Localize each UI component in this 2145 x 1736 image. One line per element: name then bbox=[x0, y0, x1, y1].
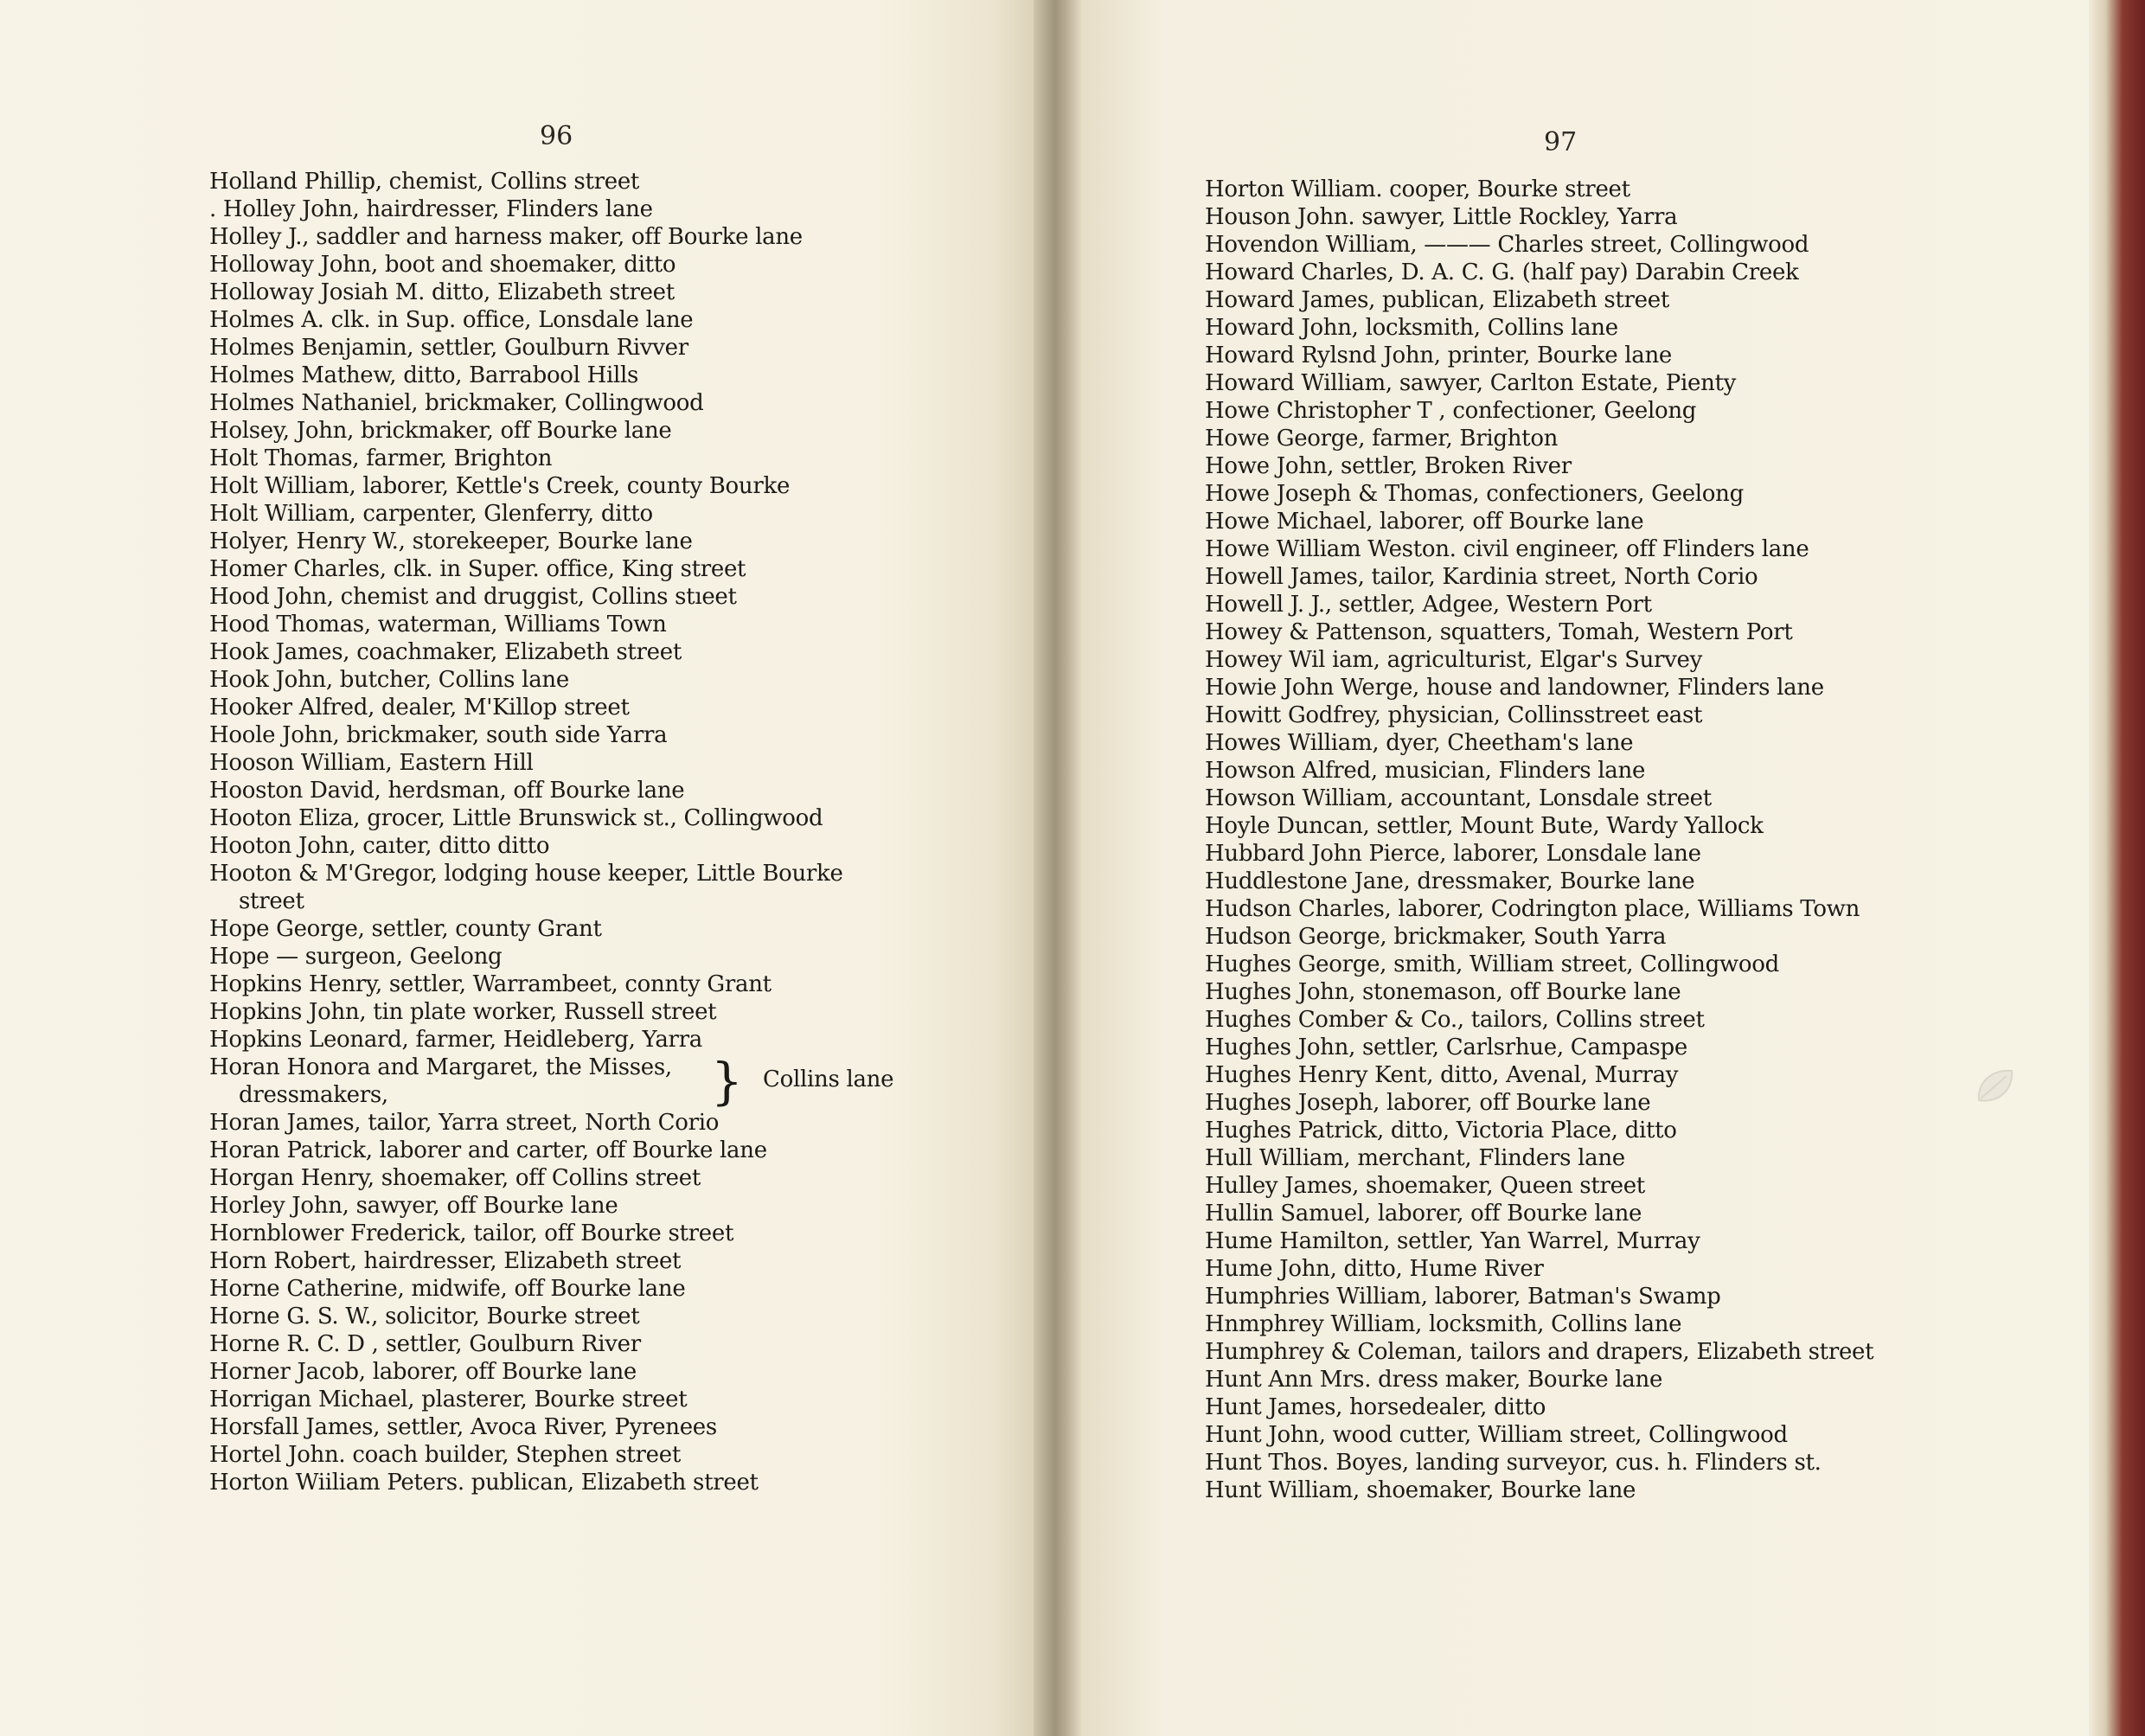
directory-entry: Howe Joseph & Thomas, confectioners, Geelong bbox=[1205, 481, 1744, 507]
directory-entry: Howe George, farmer, Brighton bbox=[1205, 426, 1559, 452]
directory-entry: Hubbard John Pierce, laborer, Lonsdale lane bbox=[1205, 841, 1701, 867]
directory-entry: Hulley James, shoemaker, Queen street bbox=[1205, 1173, 1645, 1199]
directory-entry: street bbox=[239, 888, 304, 914]
directory-entry: Holloway John, boot and shoemaker, ditto bbox=[209, 252, 676, 278]
directory-entry: Hull William, merchant, Flinders lane bbox=[1205, 1145, 1625, 1171]
directory-entry: Hughes Henry Kent, ditto, Avenal, Murray bbox=[1205, 1062, 1679, 1088]
directory-entry: Homer Charles, clk. in Super. office, King street bbox=[209, 556, 746, 582]
directory-entry: Hook John, butcher, Collins lane bbox=[209, 667, 569, 693]
directory-entry: Hume John, ditto, Hume River bbox=[1205, 1256, 1544, 1282]
directory-entry: Howe Christopher T , confectioner, Geelong bbox=[1205, 398, 1697, 424]
directory-entry: Howard Rylsnd John, printer, Bourke lane bbox=[1205, 343, 1672, 368]
directory-entry: Howey & Pattenson, squatters, Tomah, Western Port bbox=[1205, 619, 1793, 645]
directory-entry: Holmes Benjamin, settler, Goulburn Rivver bbox=[209, 335, 688, 361]
directory-entry: Hooker Alfred, dealer, M'Killop street bbox=[209, 695, 630, 721]
directory-entry: Hovendon William, ——— Charles street, Collingwood bbox=[1205, 232, 1809, 258]
directory-entry: Hortel John. coach builder, Stephen street bbox=[209, 1442, 681, 1468]
directory-entry: Howard John, locksmith, Collins lane bbox=[1205, 315, 1618, 341]
directory-entry: Holyer, Henry W., storekeeper, Bourke lane bbox=[209, 528, 693, 554]
directory-entry: Hooston David, herdsman, off Bourke lane bbox=[209, 778, 685, 804]
directory-entry: Hunt William, shoemaker, Bourke lane bbox=[1205, 1477, 1636, 1503]
directory-entry: Hughes John, settler, Carlsrhue, Campaspe bbox=[1205, 1035, 1687, 1060]
directory-entry: Howey Wil iam, agriculturist, Elgar's Survey bbox=[1205, 647, 1703, 673]
left-page bbox=[0, 0, 1034, 1736]
directory-entry: Howell James, tailor, Kardinia street, North Corio bbox=[1205, 564, 1758, 590]
directory-entry: Horsfall James, settler, Avoca River, Pyrenees bbox=[209, 1414, 717, 1440]
directory-entry: Horrigan Michael, plasterer, Bourke street bbox=[209, 1387, 688, 1413]
directory-entry: Hunt James, horsedealer, ditto bbox=[1205, 1394, 1546, 1420]
directory-entry: Hood Thomas, waterman, Williams Town bbox=[209, 612, 667, 637]
directory-entry: Hunt Ann Mrs. dress maker, Bourke lane bbox=[1205, 1367, 1663, 1393]
directory-entry: Hughes Patrick, ditto, Victoria Place, ditto bbox=[1205, 1118, 1677, 1143]
directory-entry: Hooson William, Eastern Hill bbox=[209, 750, 534, 776]
directory-entry: Howe John, settler, Broken River bbox=[1205, 453, 1572, 479]
book-gutter bbox=[1034, 0, 1081, 1736]
directory-entry: Hopkins Henry, settler, Warrambeet, connty Grant bbox=[209, 971, 772, 997]
bracket-entry-line: dressmakers, bbox=[239, 1082, 388, 1108]
directory-entry: Houson John. sawyer, Little Rockley, Yarra bbox=[1205, 204, 1678, 230]
directory-entry: Howard William, sawyer, Carlton Estate, Pienty bbox=[1205, 370, 1737, 396]
directory-entry: Horan Patrick, laborer and carter, off Bourke lane bbox=[209, 1137, 767, 1163]
directory-entry: Holley J., saddler and harness maker, off Bourke lane bbox=[209, 224, 803, 250]
watermark-leaf-icon bbox=[1974, 1066, 2017, 1107]
directory-entry: Hoole John, brickmaker, south side Yarra bbox=[209, 722, 668, 748]
book-cover-edge bbox=[2089, 0, 2145, 1736]
directory-entry: Hoyle Duncan, settler, Mount Bute, Wardy Yallock bbox=[1205, 813, 1764, 839]
directory-entry: Holt William, carpenter, Glenferry, ditto bbox=[209, 501, 653, 527]
directory-entry: Hnmphrey William, locksmith, Collins lane bbox=[1205, 1311, 1682, 1337]
directory-entry: Holt Thomas, farmer, Brighton bbox=[209, 445, 553, 471]
directory-entry: Hullin Samuel, laborer, off Bourke lane bbox=[1205, 1201, 1642, 1227]
directory-entry: Hudson George, brickmaker, South Yarra bbox=[1205, 924, 1667, 950]
directory-entry: Horne Catherine, midwife, off Bourke lane bbox=[209, 1276, 686, 1302]
directory-entry: Horton William. cooper, Bourke street bbox=[1205, 176, 1630, 202]
directory-entry: Horne G. S. W., solicitor, Bourke street bbox=[209, 1304, 640, 1329]
directory-entry: Hooton John, caıter, ditto ditto bbox=[209, 833, 550, 859]
directory-entry: Horton Wiiliam Peters. publican, Elizabeth street bbox=[209, 1470, 759, 1496]
directory-entry: Horley John, sawyer, off Bourke lane bbox=[209, 1193, 618, 1219]
directory-entry: Holmes A. clk. in Sup. office, Lonsdale lane bbox=[209, 307, 694, 333]
directory-entry: Howe Michael, laborer, off Bourke lane bbox=[1205, 509, 1644, 535]
directory-entry: Hook James, coachmaker, Elizabeth street bbox=[209, 639, 682, 665]
directory-entry: Hunt Thos. Boyes, landing surveyor, cus. h. Flinders st. bbox=[1205, 1450, 1822, 1476]
directory-entry: Hughes John, stonemason, off Bourke lane bbox=[1205, 979, 1681, 1005]
directory-entry: Hume Hamilton, settler, Yan Warrel, Murray bbox=[1205, 1228, 1700, 1254]
directory-entry: Howie John Werge, house and landowner, Flinders lane bbox=[1205, 675, 1824, 701]
directory-entry: Horan James, tailor, Yarra street, North Corio bbox=[209, 1110, 720, 1136]
directory-entry-bracketed bbox=[209, 1054, 953, 1109]
bracket-shared-address: Collins lane bbox=[763, 1067, 894, 1092]
directory-entry: Holmes Mathew, ditto, Barrabool Hills bbox=[209, 362, 639, 388]
right-directory-list bbox=[1205, 176, 2078, 1504]
directory-entry: Hunt John, wood cutter, William street, Collingwood bbox=[1205, 1422, 1788, 1448]
directory-entry: Holt William, laborer, Kettle's Creek, county Bourke bbox=[209, 473, 791, 499]
directory-entry: Holsey, John, brickmaker, off Bourke lane bbox=[209, 418, 672, 444]
directory-entry: Holloway Josiah M. ditto, Elizabeth street bbox=[209, 279, 675, 305]
directory-entry: Huddlestone Jane, dressmaker, Bourke lane bbox=[1205, 868, 1695, 894]
directory-entry: Hope George, settler, county Grant bbox=[209, 916, 602, 942]
directory-entry: Howson Alfred, musician, Flinders lane bbox=[1205, 758, 1646, 784]
left-page-number: 96 bbox=[540, 121, 573, 151]
directory-entry: Holland Phillip, chemist, Collins street bbox=[209, 169, 640, 195]
directory-entry: Humphrey & Coleman, tailors and drapers, Elizabeth street bbox=[1205, 1339, 1874, 1365]
directory-entry: . Holley John, hairdresser, Flinders lane bbox=[209, 196, 653, 222]
bracket-brace: } bbox=[711, 1052, 743, 1111]
directory-entry: Horne R. C. D , settler, Goulburn River bbox=[209, 1331, 641, 1357]
directory-entry: Holmes Nathaniel, brickmaker, Collingwood bbox=[209, 390, 704, 416]
directory-entry: Howell J. J., settler, Adgee, Western Port bbox=[1205, 592, 1652, 618]
directory-entry: Hughes George, smith, William street, Collingwood bbox=[1205, 951, 1779, 977]
left-directory-list bbox=[209, 168, 953, 1496]
directory-entry: Hopkins Leonard, farmer, Heidleberg, Yarra bbox=[209, 1027, 703, 1053]
directory-entry: Horgan Henry, shoemaker, off Collins street bbox=[209, 1165, 701, 1191]
directory-entry: Horn Robert, hairdresser, Elizabeth street bbox=[209, 1248, 682, 1274]
directory-entry: Howitt Godfrey, physician, Collinsstreet east bbox=[1205, 702, 1703, 728]
directory-entry: Hooton & M'Gregor, lodging house keeper, Little Bourke bbox=[209, 861, 843, 887]
directory-entry: Hooton Eliza, grocer, Little Brunswick st., Collingwood bbox=[209, 805, 823, 831]
directory-entry: Horner Jacob, laborer, off Bourke lane bbox=[209, 1359, 637, 1385]
directory-entry: Hornblower Frederick, tailor, off Bourke street bbox=[209, 1220, 734, 1246]
directory-entry: Howson William, accountant, Lonsdale street bbox=[1205, 785, 1712, 811]
right-page-number: 97 bbox=[1544, 127, 1578, 157]
directory-entry: Hope — surgeon, Geelong bbox=[209, 944, 503, 970]
directory-entry: Hudson Charles, laborer, Codrington place, Williams Town bbox=[1205, 896, 1860, 922]
directory-entry: Howe William Weston. civil engineer, off Flinders lane bbox=[1205, 536, 1809, 562]
directory-entry: Humphries William, laborer, Batman's Swamp bbox=[1205, 1284, 1721, 1310]
directory-entry: Hughes Comber & Co., tailors, Collins street bbox=[1205, 1007, 1705, 1033]
directory-entry: Howes William, dyer, Cheetham's lane bbox=[1205, 730, 1634, 756]
directory-entry: Hopkins John, tin plate worker, Russell street bbox=[209, 999, 717, 1025]
directory-entry: Howard James, publican, Elizabeth street bbox=[1205, 287, 1669, 313]
bracket-entry-line: Horan Honora and Margaret, the Misses, bbox=[209, 1054, 672, 1080]
directory-entry: Howard Charles, D. A. C. G. (half pay) Darabin Creek bbox=[1205, 259, 1799, 285]
directory-entry: Hood John, chemist and druggist, Collins stıeet bbox=[209, 584, 737, 610]
directory-entry: Hughes Joseph, laborer, off Bourke lane bbox=[1205, 1090, 1651, 1116]
